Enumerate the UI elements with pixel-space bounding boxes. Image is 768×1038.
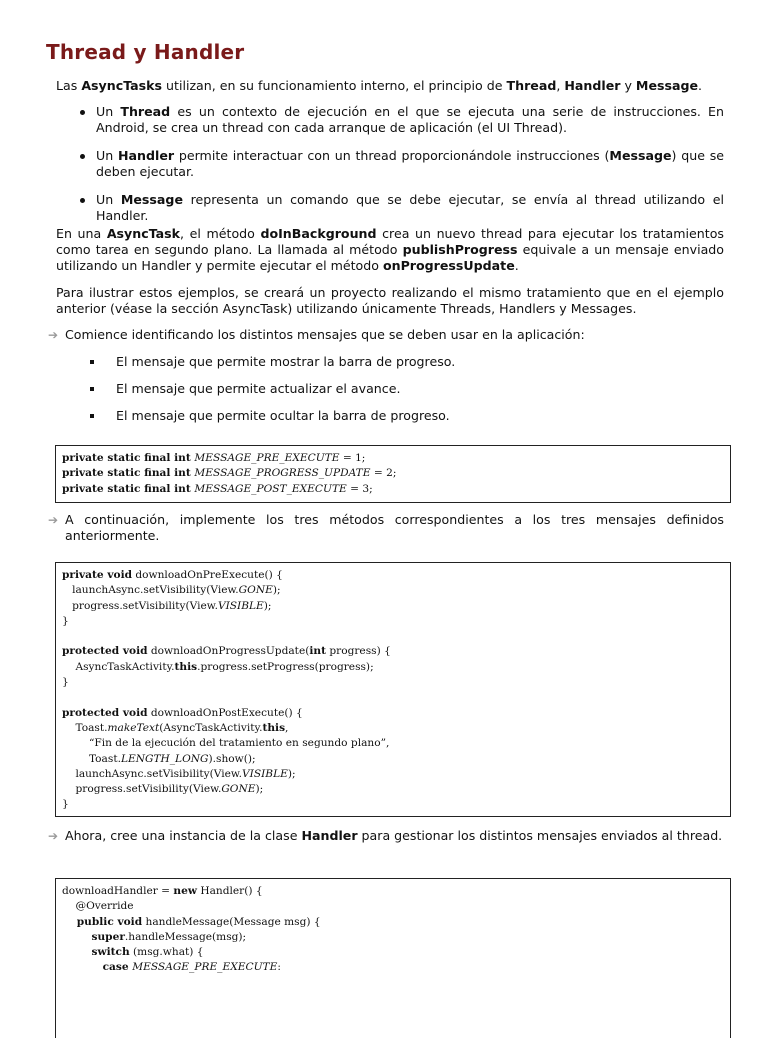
code-line: private static final int MESSAGE_POST_EXECUTE = 3; [62,482,373,495]
code-line: case MESSAGE_PRE_EXECUTE: [62,961,281,974]
code-line: private static final int MESSAGE_PRE_EXECUTE = 1; [62,452,366,464]
example-paragraph: Para ilustrar estos ejemplos, se creará un proyecto realizando el mismo tratamiento que en el ejemplo anterior (véase la sección AsyncTask) utilizando únicamente Threads, Handlers y Messages. [56,285,724,316]
arrow-right-icon: ➔ [48,328,59,342]
page-title: Thread y Handler [46,40,245,64]
code-line: switch (msg.what) { [62,946,204,959]
code-line-blank [62,629,724,644]
code-line: } [62,614,69,627]
code-line: } [62,798,69,811]
code-line: downloadHandler = new Handler() { [62,885,263,897]
concept-bullet-list [80,104,724,224]
step-identify-messages: ➔ Comience identificando los distintos mensajes que se deben usar en la aplicación: [48,327,585,342]
code-line: private void downloadOnPreExecute() { [62,569,283,581]
intro-paragraph: Las AsyncTasks utilizan, en su funcionamiento interno, el principio de Thread, Handler y Message. [56,78,703,93]
code-line: Toast.LENGTH_LONG).show(); [62,752,256,765]
bullet-dot-icon [80,110,85,115]
square-bullet-icon [90,387,94,391]
code-line: “Fin de la ejecución del tratamiento en segundo plano”, [62,737,390,750]
step-create-handler: ➔ Ahora, cree una instancia de la clase Handler para gestionar los distintos mensajes enviados al thread. [48,828,723,843]
code-line: @Override [62,900,134,913]
asynctask-paragraph: En una AsyncTask, el método doInBackground crea un nuevo thread para ejecutar los tratamientos como tarea en segundo plano. La llamada al método publishProgress equivale a un mensaje enviado utilizando un Handler y permite ejecutar el método onProgressUpdate. [56,226,724,273]
code-line: launchAsync.setVisibility(View.GONE); [62,584,281,597]
message-list [90,354,690,435]
list-item: Un Handler permite interactuar con un thread proporcionándole instrucciones (Message) que se deben ejecutar. [80,148,724,180]
code-line: private static final int MESSAGE_PROGRESS_UPDATE = 2; [62,467,397,480]
code-line: } [62,676,69,689]
step-implement-methods: ➔ A continuación, implemente los tres métodos correspondientes a los tres mensajes definidos anteriormente. [48,512,724,543]
code-line-blank [62,690,724,705]
list-item: Un Thread es un contexto de ejecución en el que se ejecuta una serie de instrucciones. En Android, se crea un thread con cada arranque de aplicación (el UI Thread). [80,104,724,136]
code-block-message-constants [55,445,731,503]
code-line: protected void downloadOnPostExecute() { [62,706,303,719]
bullet-dot-icon [80,154,85,159]
code-block-download-methods [55,562,731,817]
code-line: super.handleMessage(msg); [62,930,247,943]
arrow-right-icon: ➔ [48,829,59,843]
code-line: AsyncTaskActivity.this.progress.setProgress(progress); [62,660,374,673]
code-line: progress.setVisibility(View.VISIBLE); [62,599,272,612]
list-item: El mensaje que permite actualizar el avance. [90,381,690,408]
code-line: launchAsync.setVisibility(View.VISIBLE); [62,767,296,780]
square-bullet-icon [90,360,94,364]
list-item: Un Message representa un comando que se debe ejecutar, se envía al thread utilizando el Handler. [80,192,724,224]
square-bullet-icon [90,414,94,418]
code-line: protected void downloadOnProgressUpdate(int progress) { [62,645,391,658]
code-line: progress.setVisibility(View.GONE); [62,783,264,796]
arrow-right-icon: ➔ [48,513,59,527]
list-item: El mensaje que permite ocultar la barra de progreso. [90,408,690,435]
code-block-handler [55,878,731,1038]
code-line: Toast.makeText(AsyncTaskActivity.this, [62,721,289,734]
bullet-dot-icon [80,198,85,203]
code-line: public void handleMessage(Message msg) { [62,915,321,928]
list-item: El mensaje que permite mostrar la barra de progreso. [90,354,690,381]
